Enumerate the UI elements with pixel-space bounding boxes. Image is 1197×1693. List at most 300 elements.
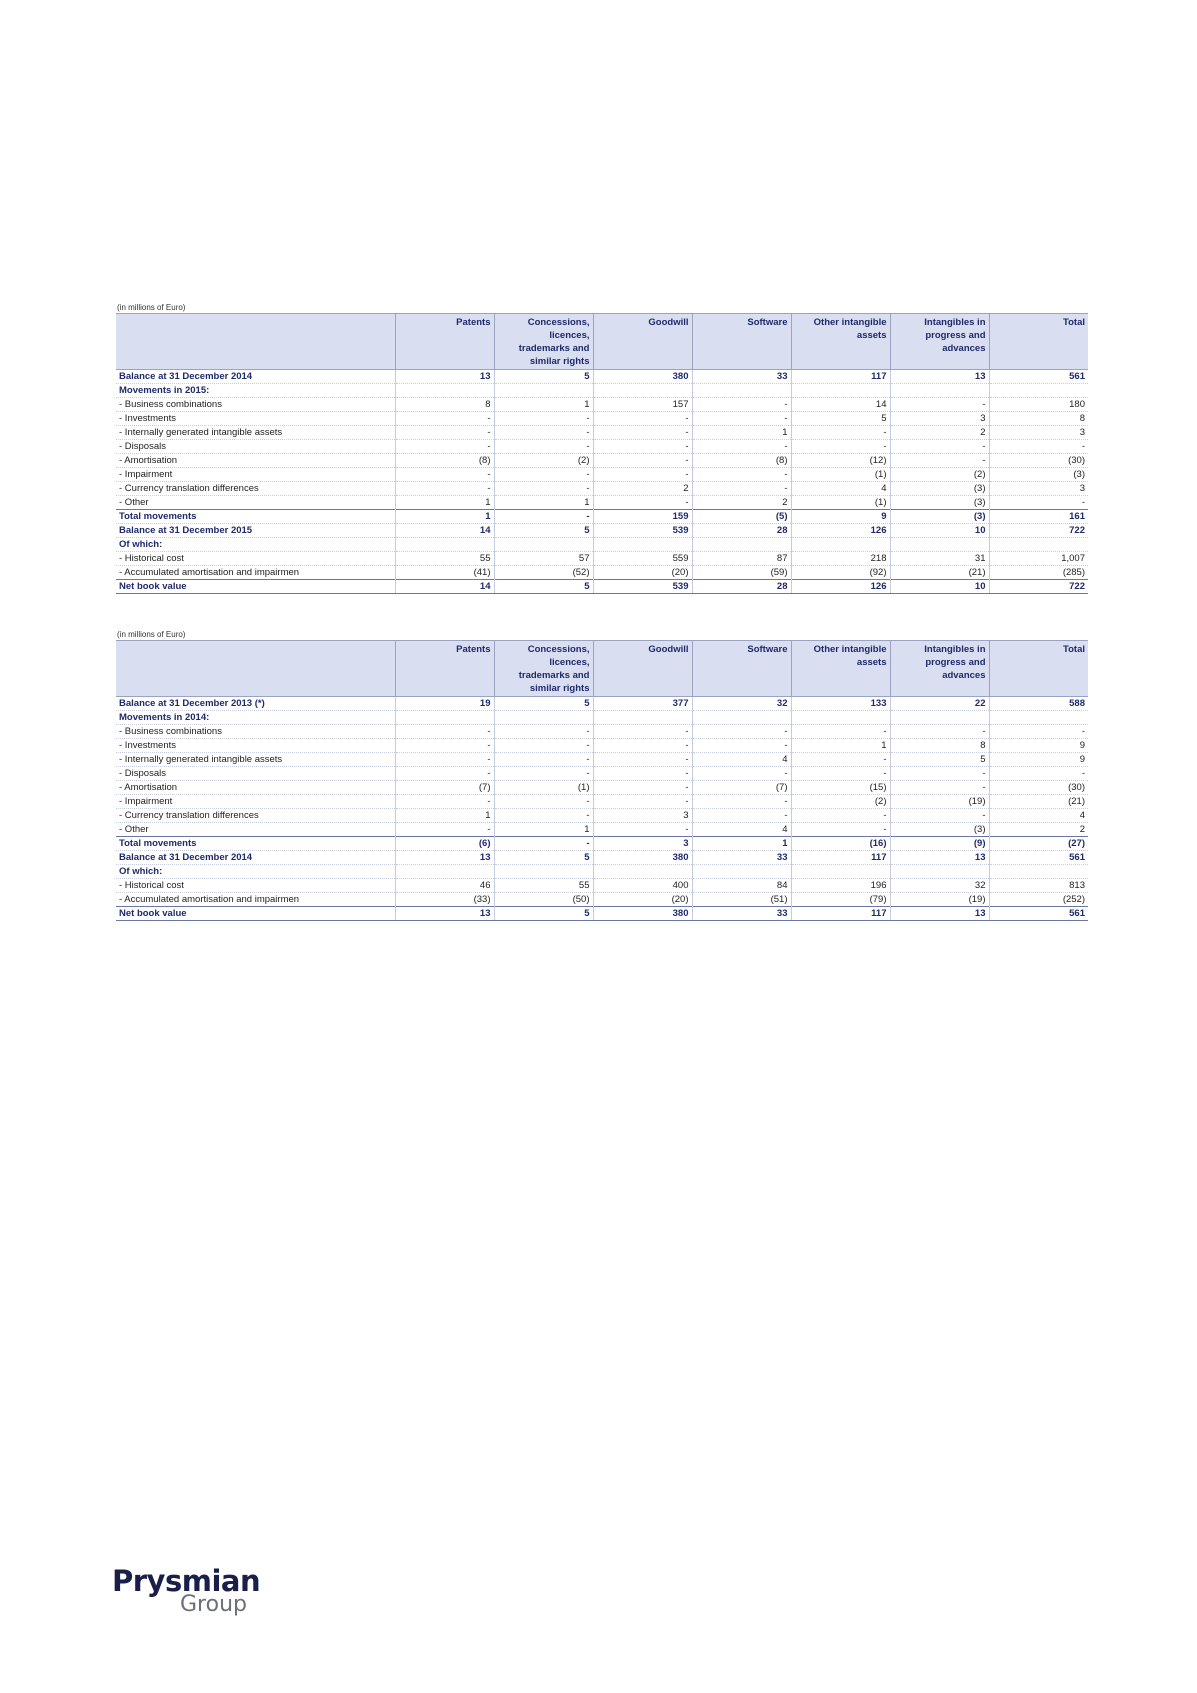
value-cell: -: [890, 767, 989, 781]
value-cell: 3: [989, 482, 1088, 496]
table-body: [116, 697, 1088, 921]
table-row: [116, 753, 1088, 767]
column-header: Concessions, licences, trademarks and similar rights: [494, 641, 593, 697]
value-cell: -: [494, 468, 593, 482]
value-cell: 13: [395, 370, 494, 384]
table-row: [116, 711, 1088, 725]
value-cell: -: [692, 767, 791, 781]
value-cell: -: [593, 767, 692, 781]
table-row: [116, 440, 1088, 454]
row-label: - Currency translation differences: [116, 482, 395, 496]
value-cell: 22: [890, 697, 989, 711]
column-header: Patents: [395, 641, 494, 697]
value-cell: 2: [890, 426, 989, 440]
row-label: - Historical cost: [116, 879, 395, 893]
value-cell: -: [791, 767, 890, 781]
value-cell: [692, 711, 791, 725]
column-header: Other intangible assets: [791, 641, 890, 697]
value-cell: -: [791, 725, 890, 739]
value-cell: 126: [791, 524, 890, 538]
table-row: [116, 823, 1088, 837]
value-cell: 159: [593, 510, 692, 524]
value-cell: -: [395, 468, 494, 482]
value-cell: -: [692, 398, 791, 412]
value-cell: (3): [890, 496, 989, 510]
column-header: Total: [989, 314, 1088, 370]
value-cell: 380: [593, 370, 692, 384]
value-cell: [593, 865, 692, 879]
value-cell: 218: [791, 552, 890, 566]
table-row: [116, 879, 1088, 893]
value-cell: (21): [989, 795, 1088, 809]
value-cell: [890, 384, 989, 398]
value-cell: -: [692, 468, 791, 482]
value-cell: -: [494, 767, 593, 781]
value-cell: (20): [593, 566, 692, 580]
value-cell: (15): [791, 781, 890, 795]
value-cell: [395, 538, 494, 552]
row-label: - Other: [116, 823, 395, 837]
value-cell: (7): [692, 781, 791, 795]
table-row: [116, 580, 1088, 594]
value-cell: (1): [494, 781, 593, 795]
value-cell: 1: [494, 823, 593, 837]
intangible-assets-table-2014: [116, 629, 1088, 921]
value-cell: 1: [494, 398, 593, 412]
value-cell: -: [593, 454, 692, 468]
value-cell: 133: [791, 697, 890, 711]
row-label: Movements in 2014:: [116, 711, 395, 725]
value-cell: -: [395, 767, 494, 781]
row-label: - Amortisation: [116, 454, 395, 468]
value-cell: -: [395, 412, 494, 426]
row-label: Balance at 31 December 2013 (*): [116, 697, 395, 711]
value-cell: 9: [989, 753, 1088, 767]
table-row: [116, 851, 1088, 865]
value-cell: (19): [890, 893, 989, 907]
value-cell: -: [494, 482, 593, 496]
value-cell: 2: [593, 482, 692, 496]
row-label: - Impairment: [116, 795, 395, 809]
value-cell: (252): [989, 893, 1088, 907]
value-cell: (16): [791, 837, 890, 851]
value-cell: -: [890, 781, 989, 795]
value-cell: (92): [791, 566, 890, 580]
value-cell: -: [395, 753, 494, 767]
table-row: [116, 426, 1088, 440]
value-cell: (3): [989, 468, 1088, 482]
value-cell: (52): [494, 566, 593, 580]
row-label: Balance at 31 December 2014: [116, 851, 395, 865]
value-cell: (9): [890, 837, 989, 851]
value-cell: -: [593, 795, 692, 809]
value-cell: -: [989, 440, 1088, 454]
value-cell: [395, 384, 494, 398]
value-cell: (3): [890, 510, 989, 524]
value-cell: 31: [890, 552, 989, 566]
value-cell: 84: [692, 879, 791, 893]
value-cell: 4: [692, 753, 791, 767]
value-cell: -: [692, 809, 791, 823]
value-cell: (50): [494, 893, 593, 907]
value-cell: -: [494, 809, 593, 823]
table-row: [116, 725, 1088, 739]
value-cell: -: [395, 725, 494, 739]
value-cell: (2): [494, 454, 593, 468]
table-row: [116, 781, 1088, 795]
column-header: Goodwill: [593, 641, 692, 697]
value-cell: 1: [791, 739, 890, 753]
value-cell: -: [593, 781, 692, 795]
value-cell: (51): [692, 893, 791, 907]
value-cell: 1: [692, 426, 791, 440]
value-cell: [494, 711, 593, 725]
row-label: Total movements: [116, 510, 395, 524]
value-cell: 19: [395, 697, 494, 711]
value-cell: -: [890, 809, 989, 823]
value-cell: [989, 711, 1088, 725]
value-cell: 57: [494, 552, 593, 566]
table-header: [116, 641, 1088, 697]
table-header: [116, 314, 1088, 370]
intangible-assets-table-2015: [116, 302, 1088, 594]
column-header: Intangibles in progress and advances: [890, 641, 989, 697]
value-cell: 400: [593, 879, 692, 893]
value-cell: -: [989, 725, 1088, 739]
column-header: Concessions, licences, trademarks and similar rights: [494, 314, 593, 370]
value-cell: 380: [593, 851, 692, 865]
value-cell: 13: [890, 907, 989, 921]
value-cell: (1): [791, 496, 890, 510]
value-cell: (3): [890, 482, 989, 496]
value-cell: -: [395, 482, 494, 496]
value-cell: 4: [692, 823, 791, 837]
column-header: Patents: [395, 314, 494, 370]
value-cell: -: [692, 795, 791, 809]
movements-table: [116, 640, 1088, 921]
value-cell: -: [593, 412, 692, 426]
row-label: - Currency translation differences: [116, 809, 395, 823]
value-cell: [395, 865, 494, 879]
value-cell: -: [395, 440, 494, 454]
value-cell: (59): [692, 566, 791, 580]
value-cell: 28: [692, 580, 791, 594]
value-cell: -: [593, 725, 692, 739]
value-cell: [989, 865, 1088, 879]
logo-wordmark: Prysmian: [112, 1564, 261, 1598]
value-cell: [494, 384, 593, 398]
header-row: [116, 641, 1088, 697]
value-cell: 180: [989, 398, 1088, 412]
column-header: Total: [989, 641, 1088, 697]
value-cell: [692, 384, 791, 398]
value-cell: (5): [692, 510, 791, 524]
value-cell: (12): [791, 454, 890, 468]
value-cell: -: [692, 725, 791, 739]
table-row: [116, 384, 1088, 398]
value-cell: -: [692, 440, 791, 454]
value-cell: 13: [395, 907, 494, 921]
value-cell: -: [494, 795, 593, 809]
value-cell: 8: [989, 412, 1088, 426]
value-cell: 377: [593, 697, 692, 711]
value-cell: 14: [395, 580, 494, 594]
row-label: Net book value: [116, 907, 395, 921]
table-row: [116, 482, 1088, 496]
value-cell: [593, 538, 692, 552]
value-cell: -: [494, 412, 593, 426]
value-cell: -: [494, 440, 593, 454]
value-cell: -: [791, 426, 890, 440]
value-cell: -: [989, 767, 1088, 781]
value-cell: 561: [989, 370, 1088, 384]
value-cell: 722: [989, 580, 1088, 594]
value-cell: -: [395, 426, 494, 440]
value-cell: 5: [494, 851, 593, 865]
unit-note: (in millions of Euro): [117, 303, 186, 312]
value-cell: 5: [494, 370, 593, 384]
value-cell: 196: [791, 879, 890, 893]
value-cell: -: [890, 440, 989, 454]
value-cell: 3: [989, 426, 1088, 440]
value-cell: [494, 538, 593, 552]
value-cell: 5: [494, 524, 593, 538]
value-cell: -: [593, 739, 692, 753]
value-cell: 588: [989, 697, 1088, 711]
value-cell: 33: [692, 907, 791, 921]
value-cell: [890, 538, 989, 552]
value-cell: [494, 865, 593, 879]
value-cell: (30): [989, 454, 1088, 468]
row-label: - Investments: [116, 739, 395, 753]
value-cell: -: [395, 739, 494, 753]
value-cell: 5: [494, 907, 593, 921]
value-cell: 1: [395, 809, 494, 823]
row-label: - Amortisation: [116, 781, 395, 795]
value-cell: (8): [395, 454, 494, 468]
row-label: - Internally generated intangible assets: [116, 426, 395, 440]
value-cell: [692, 865, 791, 879]
value-cell: (20): [593, 893, 692, 907]
value-cell: [989, 538, 1088, 552]
value-cell: 126: [791, 580, 890, 594]
row-label: - Historical cost: [116, 552, 395, 566]
value-cell: 380: [593, 907, 692, 921]
movements-table: [116, 313, 1088, 594]
table-row: [116, 552, 1088, 566]
value-cell: -: [791, 753, 890, 767]
value-cell: (7): [395, 781, 494, 795]
value-cell: [395, 711, 494, 725]
value-cell: [593, 711, 692, 725]
value-cell: -: [791, 440, 890, 454]
row-label: - Business combinations: [116, 398, 395, 412]
table-row: [116, 398, 1088, 412]
value-cell: [989, 384, 1088, 398]
table-row: [116, 697, 1088, 711]
value-cell: 33: [692, 370, 791, 384]
row-label: Total movements: [116, 837, 395, 851]
value-cell: -: [395, 823, 494, 837]
value-cell: -: [593, 426, 692, 440]
value-cell: [692, 538, 791, 552]
value-cell: 8: [890, 739, 989, 753]
table-row: [116, 370, 1088, 384]
table-row: [116, 907, 1088, 921]
value-cell: 4: [791, 482, 890, 496]
value-cell: 1: [692, 837, 791, 851]
value-cell: (21): [890, 566, 989, 580]
value-cell: [890, 711, 989, 725]
table-row: [116, 795, 1088, 809]
value-cell: (2): [890, 468, 989, 482]
column-header: Software: [692, 314, 791, 370]
value-cell: -: [593, 440, 692, 454]
value-cell: 10: [890, 524, 989, 538]
value-cell: (19): [890, 795, 989, 809]
value-cell: 32: [890, 879, 989, 893]
value-cell: -: [494, 753, 593, 767]
value-cell: [791, 711, 890, 725]
value-cell: -: [791, 823, 890, 837]
value-cell: -: [692, 412, 791, 426]
value-cell: 28: [692, 524, 791, 538]
value-cell: -: [593, 823, 692, 837]
value-cell: -: [593, 753, 692, 767]
value-cell: (30): [989, 781, 1088, 795]
value-cell: 1: [395, 496, 494, 510]
value-cell: 2: [989, 823, 1088, 837]
value-cell: 32: [692, 697, 791, 711]
value-cell: 14: [791, 398, 890, 412]
row-label: Of which:: [116, 865, 395, 879]
value-cell: 561: [989, 907, 1088, 921]
table-row: [116, 865, 1088, 879]
value-cell: 13: [395, 851, 494, 865]
value-cell: (79): [791, 893, 890, 907]
value-cell: -: [494, 725, 593, 739]
value-cell: [791, 865, 890, 879]
table-row: [116, 893, 1088, 907]
table-row: [116, 739, 1088, 753]
value-cell: -: [692, 482, 791, 496]
row-label: - Investments: [116, 412, 395, 426]
unit-note: (in millions of Euro): [117, 630, 186, 639]
row-label: Movements in 2015:: [116, 384, 395, 398]
row-label: Balance at 31 December 2014: [116, 370, 395, 384]
row-label: Of which:: [116, 538, 395, 552]
row-label: - Disposals: [116, 767, 395, 781]
row-label: - Business combinations: [116, 725, 395, 739]
value-cell: 559: [593, 552, 692, 566]
table-body: [116, 370, 1088, 594]
value-cell: (33): [395, 893, 494, 907]
table-row: [116, 837, 1088, 851]
table-row: [116, 767, 1088, 781]
value-cell: (2): [791, 795, 890, 809]
prysmian-group-logo: [112, 1565, 262, 1635]
row-label: - Accumulated amortisation and impairmen: [116, 893, 395, 907]
row-label: Balance at 31 December 2015: [116, 524, 395, 538]
value-cell: -: [890, 398, 989, 412]
table-row: [116, 809, 1088, 823]
value-cell: [593, 384, 692, 398]
value-cell: 55: [494, 879, 593, 893]
column-header: Software: [692, 641, 791, 697]
value-cell: 55: [395, 552, 494, 566]
value-cell: 10: [890, 580, 989, 594]
value-cell: -: [494, 739, 593, 753]
value-cell: 1: [494, 496, 593, 510]
table-row: [116, 412, 1088, 426]
value-cell: (27): [989, 837, 1088, 851]
value-cell: 9: [989, 739, 1088, 753]
row-label: - Impairment: [116, 468, 395, 482]
value-cell: -: [989, 496, 1088, 510]
value-cell: -: [890, 454, 989, 468]
row-label: - Internally generated intangible assets: [116, 753, 395, 767]
value-cell: -: [395, 795, 494, 809]
table-row: [116, 524, 1088, 538]
value-cell: 5: [494, 697, 593, 711]
value-cell: [791, 538, 890, 552]
value-cell: -: [494, 837, 593, 851]
value-cell: 5: [791, 412, 890, 426]
value-cell: 5: [890, 753, 989, 767]
value-cell: 2: [692, 496, 791, 510]
row-label: - Disposals: [116, 440, 395, 454]
header-label-cell: [116, 314, 395, 370]
column-header: Goodwill: [593, 314, 692, 370]
value-cell: (6): [395, 837, 494, 851]
value-cell: 4: [989, 809, 1088, 823]
table-row: [116, 454, 1088, 468]
table-row: [116, 566, 1088, 580]
value-cell: 161: [989, 510, 1088, 524]
value-cell: -: [593, 496, 692, 510]
row-label: - Other: [116, 496, 395, 510]
value-cell: 539: [593, 524, 692, 538]
value-cell: 5: [494, 580, 593, 594]
header-row: [116, 314, 1088, 370]
column-header: Other intangible assets: [791, 314, 890, 370]
value-cell: -: [593, 468, 692, 482]
value-cell: 157: [593, 398, 692, 412]
value-cell: 3: [593, 809, 692, 823]
table-row: [116, 468, 1088, 482]
value-cell: 539: [593, 580, 692, 594]
value-cell: 33: [692, 851, 791, 865]
table-row: [116, 510, 1088, 524]
value-cell: 14: [395, 524, 494, 538]
value-cell: 46: [395, 879, 494, 893]
row-label: - Accumulated amortisation and impairmen: [116, 566, 395, 580]
value-cell: 117: [791, 907, 890, 921]
value-cell: 3: [890, 412, 989, 426]
value-cell: -: [890, 725, 989, 739]
value-cell: 1: [395, 510, 494, 524]
value-cell: 8: [395, 398, 494, 412]
value-cell: 1,007: [989, 552, 1088, 566]
value-cell: 87: [692, 552, 791, 566]
value-cell: 13: [890, 851, 989, 865]
value-cell: 722: [989, 524, 1088, 538]
value-cell: 9: [791, 510, 890, 524]
value-cell: -: [692, 739, 791, 753]
table-row: [116, 538, 1088, 552]
value-cell: 561: [989, 851, 1088, 865]
value-cell: (1): [791, 468, 890, 482]
